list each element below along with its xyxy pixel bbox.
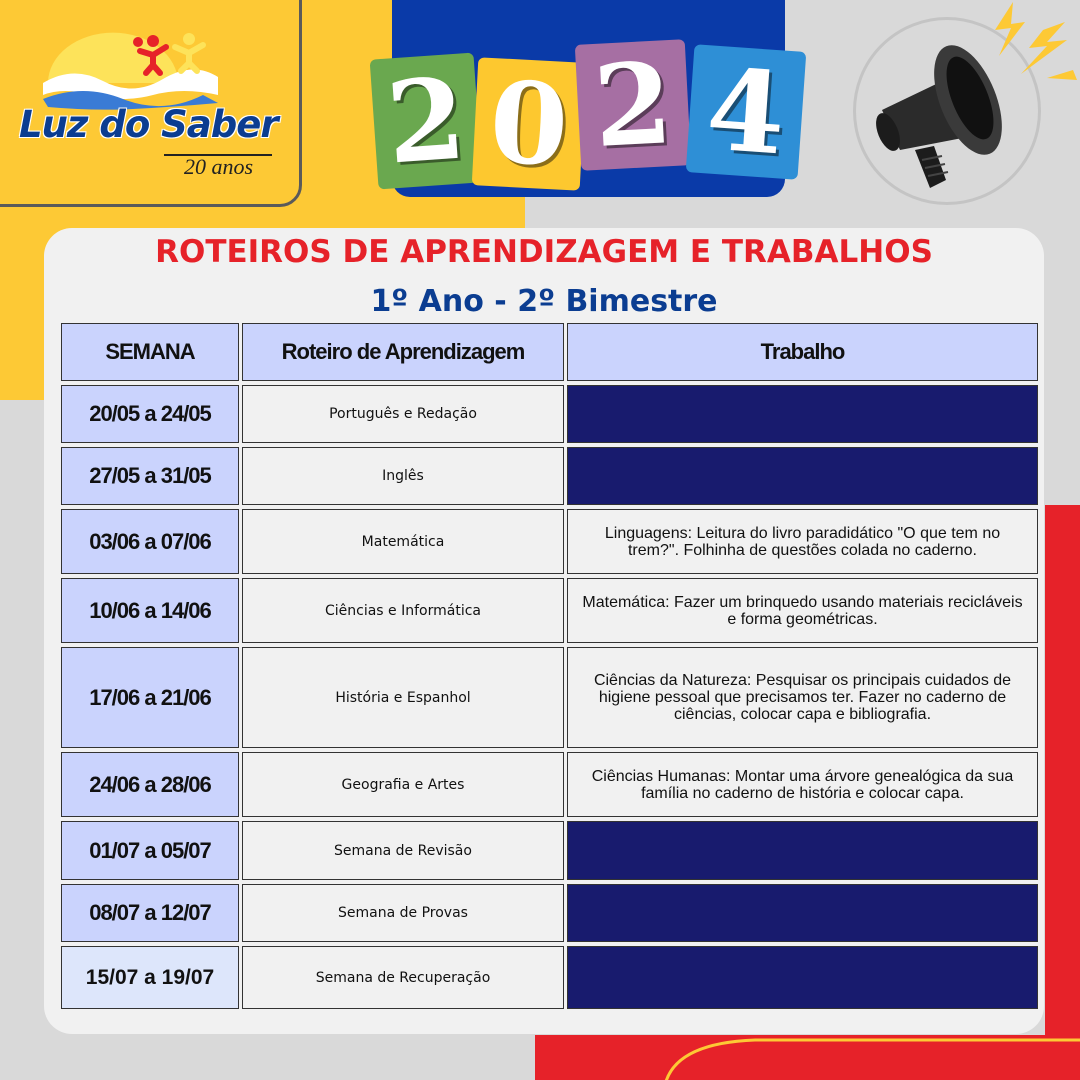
table-row-week: 03/06 a 07/06: [61, 509, 239, 574]
table-row-trabalho: Matemática: Fazer um brinquedo usando materiais recicláveis e forma geométricas.: [567, 578, 1038, 643]
year-digit-4: 4: [686, 44, 807, 180]
background-red-strip: [1045, 505, 1080, 1080]
table-row-trabalho: [567, 447, 1038, 505]
yellow-arc-decoration: [535, 1035, 1080, 1080]
table-row-roteiro: Geografia e Artes: [242, 752, 564, 817]
table-row-trabalho: Ciências Humanas: Montar uma árvore genealógica da sua família no caderno de história e colocar capa.: [567, 752, 1038, 817]
lightning-icon: [985, 0, 1080, 100]
table-row-roteiro: Ciências e Informática: [242, 578, 564, 643]
page-title: ROTEIROS DE APRENDIZAGEM E TRABALHOS: [155, 234, 933, 270]
table-row-roteiro: Matemática: [242, 509, 564, 574]
table-row-trabalho: [567, 884, 1038, 942]
table-row-trabalho: [567, 385, 1038, 443]
table-row-roteiro: Semana de Provas: [242, 884, 564, 942]
table-row-trabalho: [567, 946, 1038, 1009]
table-row-week: 15/07 a 19/07: [61, 946, 239, 1009]
logo-name: Luz do Saber: [19, 103, 278, 146]
sun-children-logo-icon: [3, 3, 303, 113]
table-row-roteiro: Português e Redação: [242, 385, 564, 443]
header-trabalho: Trabalho: [567, 323, 1038, 381]
logo-subtitle: 20 anos: [184, 154, 254, 179]
table-row-week: 08/07 a 12/07: [61, 884, 239, 942]
table-row-roteiro: História e Espanhol: [242, 647, 564, 748]
table-row-roteiro: Semana de Revisão: [242, 821, 564, 880]
header-semana: SEMANA: [61, 323, 239, 381]
school-logo: [0, 0, 302, 207]
year-digit-1: 2: [370, 53, 483, 190]
table-row-week: 20/05 a 24/05: [61, 385, 239, 443]
table-row-week: 17/06 a 21/06: [61, 647, 239, 748]
page-subtitle: 1º Ano - 2º Bimestre: [370, 284, 718, 319]
table-row-week: 27/05 a 31/05: [61, 447, 239, 505]
table-row-trabalho: Ciências da Natureza: Pesquisar os principais cuidados de higiene pessoal que precisamos ter. Fazer no caderno de ciências, colocar capa e bibliografia.: [567, 647, 1038, 748]
table-row-roteiro: Semana de Recuperação: [242, 946, 564, 1009]
table-row-week: 01/07 a 05/07: [61, 821, 239, 880]
year-digit-2: 0: [472, 57, 587, 190]
year-digit-3: 2: [575, 39, 691, 171]
table-row-week: 10/06 a 14/06: [61, 578, 239, 643]
table-row-roteiro: Inglês: [242, 447, 564, 505]
table-row-trabalho: Linguagens: Leitura do livro paradidático "O que tem no trem?". Folhinha de questões colada no caderno.: [567, 509, 1038, 574]
table-row-trabalho: [567, 821, 1038, 880]
table-row-week: 24/06 a 28/06: [61, 752, 239, 817]
background-red-bottom: [535, 1035, 1080, 1080]
header-roteiro: Roteiro de Aprendizagem: [242, 323, 564, 381]
